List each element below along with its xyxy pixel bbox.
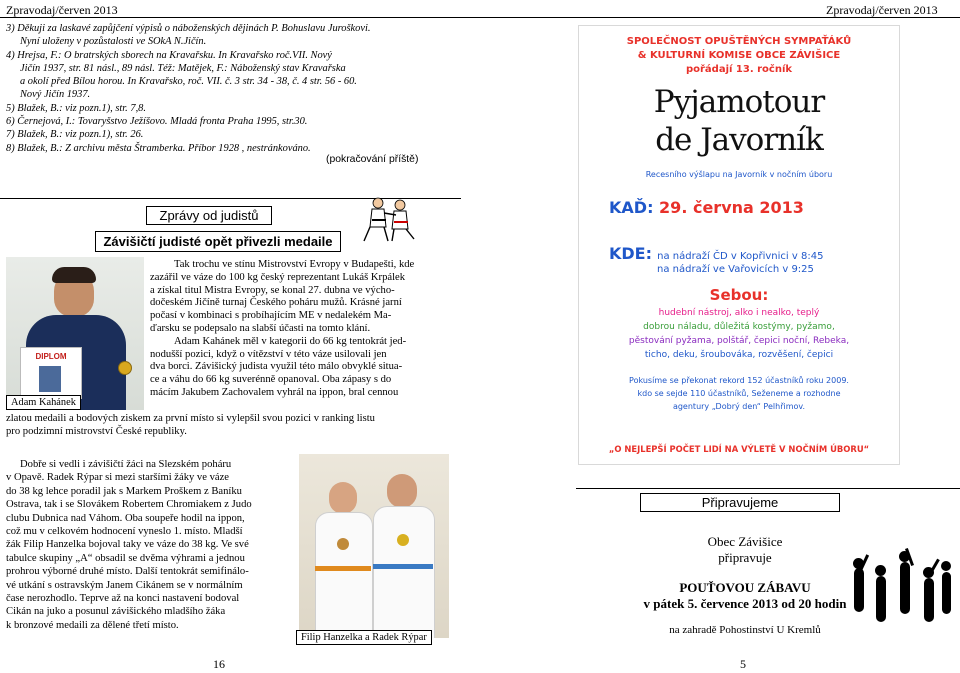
right-section-rule: [576, 488, 960, 489]
boy-right-head: [387, 474, 417, 508]
belt-left: [315, 566, 371, 571]
dancer-silhouette: [875, 565, 886, 576]
article-line: v Opavě. Radek Rýpar si mezi staršími žáky ve váze: [6, 472, 229, 484]
article-line: k bronzové medaili za dělené třetí místo.: [6, 619, 179, 631]
note-line: 5) Blažek, B.: viz pozn.1), str. 7,8.: [6, 102, 146, 114]
dancer-silhouette: [941, 561, 951, 571]
article-line: do 38 kg lehce poradil jak s Markem Proškem z Baníku: [6, 485, 242, 497]
note-line: 4) Hrejsa, F.: O bratrských sborech na Kravařsku. In Kravařsko roč.VII. Nový: [6, 49, 332, 61]
dancer-silhouette: [924, 578, 934, 622]
diploma: [20, 347, 82, 399]
boy-right-gi: [373, 506, 435, 638]
bring-label: Sebou:: [709, 286, 769, 304]
bring-line: ticho, deku, šroubováka, rozvěšení, čepici: [644, 350, 834, 360]
note-line: Nový Jičín 1937.: [20, 89, 91, 101]
dancer-silhouette: [900, 562, 910, 614]
article-line: prohrou výborné druhé místo. Další tentokrát semifinálo-: [6, 566, 249, 578]
dancer-silhouette: [942, 572, 951, 614]
article-line: mácím Jakubem Zachovalem vyhrál na ippon, bral cennou: [150, 386, 399, 398]
poster-subtitle: Recesního výšlapu na Javorník v nočním úboru: [645, 170, 833, 179]
bring-line: pěstování pyžama, polštář, čepici noční, Rebeka,: [628, 336, 850, 346]
article-line: zazářil ve váze do 100 kg český reprezentant Lukáš Krpálek: [150, 271, 406, 283]
where-line1: na nádraží ČD v Kopřivnici v 8:45: [657, 251, 824, 262]
event-announcement: [600, 534, 890, 636]
event-box-title: Připravujeme: [640, 493, 840, 512]
gold-medal: [118, 361, 132, 375]
article-line: Dobře si vedli i závišičtí žáci na Slezském poháru: [20, 459, 232, 470]
article-2: [6, 458, 294, 632]
belt-right: [373, 564, 433, 569]
article-line: Cikán na juko a posunul závišického mladšího žáka: [6, 606, 226, 618]
poster-org-line3: pořádají 13. ročník: [685, 64, 793, 75]
article-line: Ostrava, tak i se Slovákem Robertem Chromiakem z Judo: [6, 499, 252, 511]
event-line5: na zahradě Pohostinství U Kremlů: [669, 624, 821, 636]
article-1-tail: [6, 413, 448, 439]
bring-line: dobrou náladu, důležitá kostýmy, pyžamo,: [643, 322, 835, 332]
boy-left-gi: [315, 512, 373, 638]
article-headline: Závišičtí judisté opět přivezli medaile: [95, 231, 341, 252]
article-line: Tak trochu ve stínu Mistrovství Evropy v Budapešti, kde: [174, 259, 415, 270]
poster-org-line2: & KULTURNÍ KOMISE OBCE ZÁVIŠICE: [637, 50, 841, 61]
page-number-left: 16: [213, 657, 225, 671]
note-line: a okolí před Bílou horou. In Kravařsko, roč. VII. č. 3 str. 34 - 38, č. 4 str. 56 - 60.: [20, 76, 357, 88]
event-line4: v pátek 5. července 2013 od 20 hodin: [643, 596, 847, 611]
article-line: a získal titul Mistra Evropy, se konal 27. dubna ve výcho-: [150, 284, 395, 296]
person-hair: [52, 267, 96, 283]
article-line: čase nerozhodlo. Teprve až na konci nastavení bodoval: [6, 593, 240, 605]
article-line: pro podzimní mistrovství České republiky.: [6, 425, 187, 437]
page-number-right: 5: [740, 657, 746, 671]
caption-filip: Filip Hanzelka a Radek Rýpar: [296, 630, 432, 645]
article-line: ďarsku se podepsalo na slabší účasti na tomto klání.: [150, 322, 371, 334]
bring-line: hudební nástroj, alko i nealko, teplý: [658, 308, 820, 318]
event-poster: [578, 25, 900, 465]
boy-left-head: [329, 482, 357, 514]
note-line: 6) Černejová, I.: Tovaryšstvo Ježíšovo. Mladá fronta Praha 1995, str.30.: [6, 116, 308, 128]
article-1: [150, 259, 448, 400]
article-line: Adam Kahánek měl v kategorii do 66 kg tentokrát jed-: [174, 335, 407, 347]
note-line: 3) Děkuji za laskavé zapůjčení výpisů o náboženských dějinách P. Bohuslavu Juroškovi.: [6, 23, 371, 34]
footnotes: [6, 22, 456, 155]
caption-adam: Adam Kahánek: [6, 395, 81, 410]
event-line3: POUŤOVOU ZÁBAVU: [679, 580, 811, 595]
article-line: nodušší pozici, když o vítězství v této váze usilovali jen: [150, 348, 387, 360]
poster-title-2: de Javorník: [655, 122, 823, 158]
article-line: dva borci. Závišický judista využil této málo obvyklé situa-: [150, 361, 403, 373]
poster-org-line1: SPOLEČNOST OPUŠTĚNÝCH SYMPAŤÁKŮ: [626, 36, 852, 47]
poster-motto: „O NEJLEPŠÍ POČET LIDÍ NA VÝLETĚ V NOČNÍM ÚBORU“: [608, 444, 870, 454]
judo-fighters-icon: [358, 195, 418, 243]
article-line: dočeském Jičíně turnaj Českého poháru mužů. Krásné jarní: [150, 297, 402, 309]
poster-when: [609, 198, 804, 217]
note-line: 7) Blažek, B.: viz pozn.1), str. 26.: [6, 129, 144, 141]
continued-note: (pokračování příště): [326, 154, 419, 165]
medal-right: [397, 534, 409, 546]
poster-note: Pokusíme se překonat rekord 152 účastníků roku 2009.: [629, 376, 849, 385]
header-right: Zpravodaj/červen 2013: [826, 3, 938, 17]
dancers-illustration: [848, 548, 956, 638]
adam-kahanek-photo: [6, 257, 144, 410]
note-line: Nyní uloženy v pozůstalosti ve SOkA N.Jičín.: [20, 36, 207, 48]
header-rule: [0, 17, 960, 18]
poster-title-1: Pyjamotour: [653, 84, 825, 120]
poster-note: agentury „Dobrý den“ Pelhřimov.: [672, 402, 806, 411]
event-line1: Obec Závišice: [707, 534, 783, 549]
poster-where: [609, 244, 823, 263]
where-line2: na nádraží ve Vařovicích v 9:25: [657, 264, 814, 275]
article-line: vé utkání s ostravským Janem Cikánem se v normálním: [6, 579, 243, 591]
article-line: tabulce skupiny „A“ obsadil se dvěma výhrami a jednou: [6, 552, 245, 564]
article-line: clubu Dubnica nad Váhom. Oba soupeře hodil na ippon,: [6, 512, 245, 524]
medal-left: [337, 538, 349, 550]
news-box-title: Zprávy od judistů: [146, 206, 272, 225]
dancer-silhouette: [854, 568, 864, 612]
article-line: zlatou medaili a bodových ziskem za první místo si vylepšil svou pozici v ranking listu: [6, 413, 375, 424]
article-line: což mu v celkovém hodnocení vyneslo 1. místo. Mladší: [6, 526, 243, 538]
when-label: KAĎ:: [609, 198, 654, 217]
poster-note: kdo se sejde 110 účastníků, Seženeme a rozhodne: [637, 389, 841, 398]
filip-radek-photo: [299, 454, 449, 638]
article-line: žák Filip Hanzelka bojoval taky ve váze do 38 kg. Ve své: [6, 539, 249, 551]
when-value: 29. června 2013: [659, 198, 804, 217]
note-line: Jičín 1937, str. 81 násl., 89 násl. Též: Matějek, F.: Náboženský stav Kravařska: [20, 62, 346, 74]
diploma-figure: [39, 366, 61, 392]
header-left: Zpravodaj/červen 2013: [6, 3, 118, 17]
where-label: KDE:: [609, 244, 653, 263]
article-line: počasí v kombinaci s probíhajícím ME v nedalekém Ma-: [150, 310, 392, 322]
dancer-silhouette: [876, 576, 886, 622]
diploma-title: DIPLOM: [35, 352, 67, 361]
article-line: ce a váhu do 66 kg suverénně opanoval. Oba zápasy s do: [150, 374, 392, 386]
note-line: 8) Blažek, B.: Z archivu města Štramberka. Příbor 1928 , nestránkováno.: [6, 142, 311, 154]
event-line2: připravuje: [718, 550, 772, 565]
